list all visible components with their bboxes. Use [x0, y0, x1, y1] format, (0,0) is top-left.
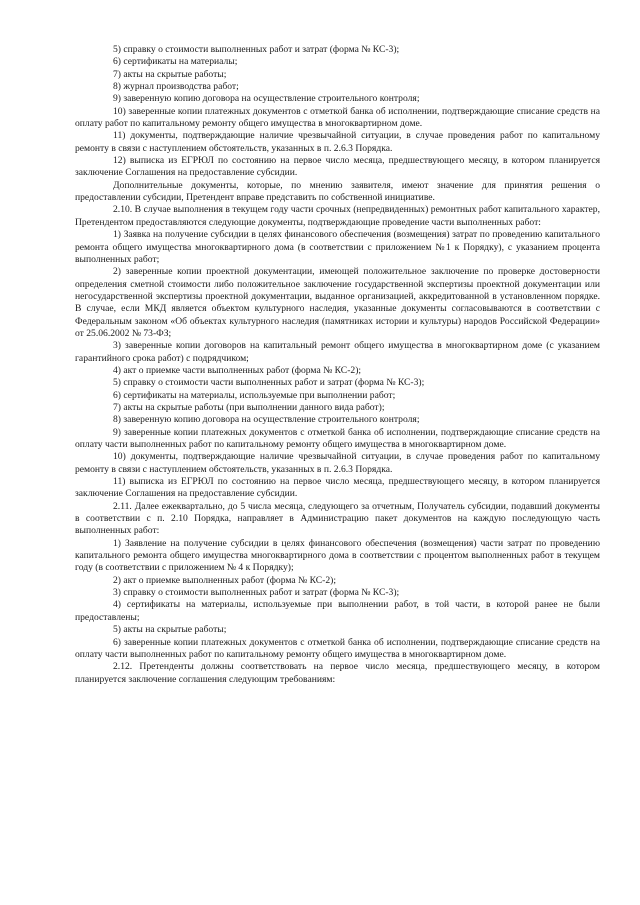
paragraph: 5) справку о стоимости выполненных работ и затрат (форма № КС-3);	[113, 44, 400, 55]
paragraph: 8) заверенную копию договора на осуществление строительного контроля;	[113, 414, 420, 426]
paragraph: 11) документы, подтверждающие наличие чрезвычайной ситуации, в случае проведения работ по капитальному ремонту в связи с наступлением обстоятельств, указанных в п. 2.6.3 Порядка.	[75, 130, 600, 154]
paragraph: 10) документы, подтверждающие наличие чрезвычайной ситуации, в случае проведения работ по капитальному ремонту в связи с наступлением обстоятельств, указанных в п. 2.6.3 Порядка.	[75, 451, 600, 475]
paragraph: 10) заверенные копии платежных документов с отметкой банка об исполнении, подтверждающие списание средств на оплату работ по капитальному ремонту общего имущества в многоквартирном доме.	[75, 105, 600, 130]
paragraph: 9) заверенную копию договора на осуществление строительного контроля;	[113, 93, 420, 105]
paragraph: 12) выписка из ЕГРЮЛ по состоянию на первое число месяца, предшествующего месяцу, в котором планируется заключение Соглашения на предоставление субсидии.	[75, 155, 600, 179]
paragraph: 5) акты на скрытые работы;	[113, 624, 227, 636]
paragraph: 2.11. Далее ежеквартально, до 5 числа месяца, следующего за отчетным, Получатель субсидии, подавший документы в соответствии с п. 2.10 Порядка, направляет в Администрацию пакет документов на каждую последующую часть выполненных работ:	[75, 500, 600, 537]
paragraph: 4) акт о приемке части выполненных работ (форма № КС-2);	[113, 364, 362, 376]
paragraph: 11) выписка из ЕГРЮЛ по состоянию на первое число месяца, предшествующего месяцу, в котором планируется заключение Соглашения на предоставление субсидии.	[75, 476, 600, 500]
paragraph: 6) сертификаты на материалы, используемые при выполнении работ;	[113, 389, 396, 401]
paragraph: 1) Заявка на получение субсидии в целях финансового обеспечения (возмещения) затрат по проведению капитального ремонта общего имущества многоквартирного дома (в соответствии с приложением №1 к Порядку), с указанием процента выполненных работ;	[75, 229, 600, 265]
paragraph: 2.12. Претенденты должны соответствовать на первое число месяца, предшествующего месяцу, в котором планируется заключение соглашения следующим требованиям:	[75, 661, 600, 685]
paragraph: 2) заверенные копии проектной документации, имеющей положительное заключение по проверке достоверности определения сметной стоимости либо положительное заключение государственной экспертизы проектной документации или негосударственной экспертизы проектной документации, выданное организацией, аккредитованной в установленном порядке. В случае, если МКД является объектом культурного наследия, указанные документы согласовываются в соответствии с Федеральным законом «Об объектах культурного наследия (памятниках истории и культуры) народов Российской Федерации» от 25.06.2002 № 73-ФЗ;	[75, 266, 600, 339]
paragraph: 2) акт о приемке выполненных работ (форма № КС-2);	[113, 574, 336, 586]
paragraph: 6) заверенные копии платежных документов с отметкой банка об исполнении, подтверждающие списание средств на оплату части выполненных работ по капитальному ремонту общего имущества в многоквартирном доме.	[75, 636, 600, 660]
paragraph: 1) Заявление на получение субсидии в целях финансового обеспечения (возмещения) части затрат по проведению капитального ремонта общего имущества многоквартирного дома в соответствии с процентом выполненных работ в текущем году (в соответствии с приложением № 4 к Порядку);	[75, 537, 600, 574]
paragraph: 9) заверенные копии платежных документов с отметкой банка об исполнении, подтверждающие списание средств на оплату части выполненных работ по капитальному ремонту общего имущества в многоквартирном доме.	[75, 426, 600, 450]
paragraph: 7) акты на скрытые работы (при выполнении данного вида работ);	[113, 401, 385, 413]
paragraph: 2.10. В случае выполнения в текущем году части срочных (непредвиденных) ремонтных работ капитального характер, Претендентом предоставляются следующие документы, подтверждающие проведение части выполненных работ:	[75, 204, 600, 228]
paragraph: 5) справку о стоимости части выполненных работ и затрат (форма № КС-3);	[113, 377, 425, 389]
paragraph: 3) справку о стоимости выполненных работ и затрат (форма № КС-3);	[113, 587, 400, 599]
paragraph: 3) заверенные копии договоров на капитальный ремонт общего имущества в многоквартирном доме (с указанием гарантийного срока работ) с подрядчиком;	[75, 340, 600, 364]
paragraph: 8) журнал производства работ;	[113, 81, 239, 93]
paragraph: 7) акты на скрытые работы;	[113, 68, 227, 80]
paragraph: Дополнительные документы, которые, по мнению заявителя, имеют значение для принятия решения о предоставлении субсидии, Претендент вправе представить по собственной инициативе.	[75, 179, 600, 204]
paragraph: 6) сертификаты на материалы;	[113, 56, 238, 68]
paragraph: 4) сертификаты на материалы, используемые при выполнении работ, в той части, в которой ранее не были предоставлены;	[75, 599, 600, 623]
